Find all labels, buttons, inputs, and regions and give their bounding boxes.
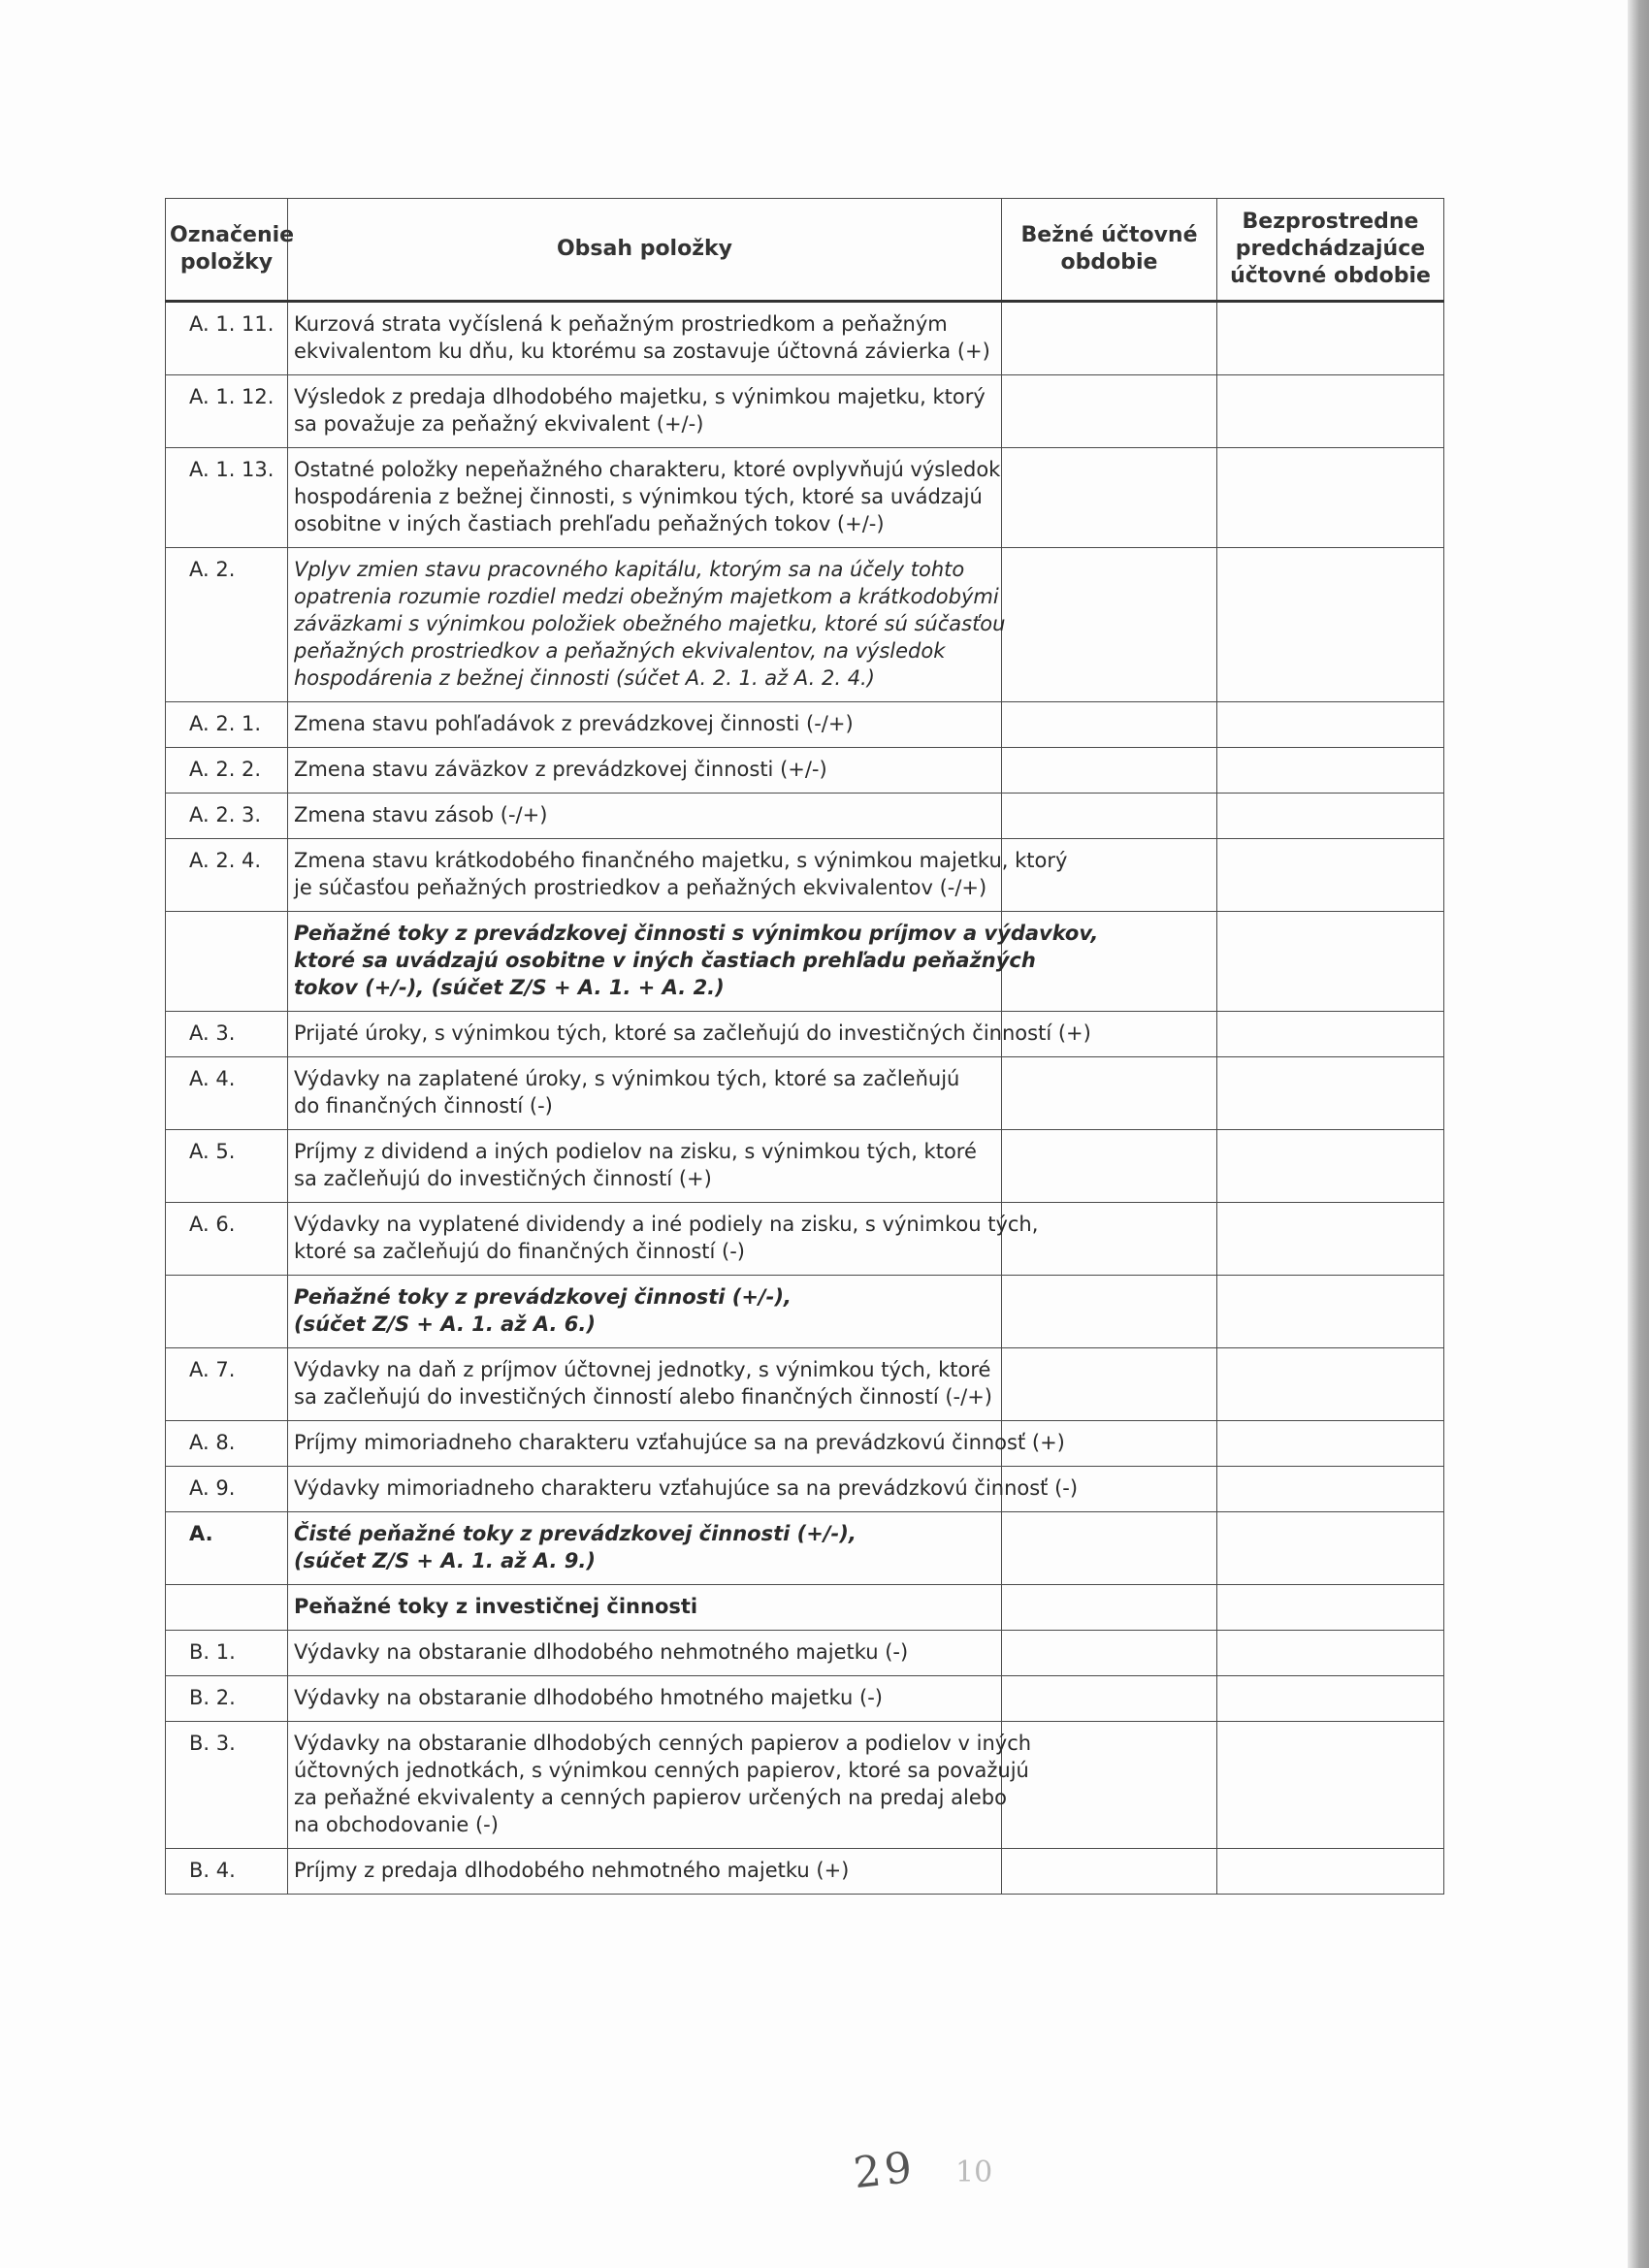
header-content: Obsah položky xyxy=(288,199,1002,302)
table-row xyxy=(166,1722,1444,1849)
description-line: sa začleňujú do investičných činností alebo finančných činností (-/+) xyxy=(294,1385,992,1409)
description-line: Výdavky na obstaranie dlhodobých cenných papierov a podielov v iných xyxy=(294,1732,1032,1755)
description-line: Výdavky na obstaranie dlhodobého nehmotného majetku (-) xyxy=(294,1640,909,1664)
row-description xyxy=(288,1203,1039,1276)
row-description xyxy=(288,448,1002,548)
table-header-row xyxy=(166,199,1444,302)
table-row xyxy=(166,548,1444,702)
header-current-period: Bežné účtovné obdobie xyxy=(1002,199,1217,302)
row-code: A. 8. xyxy=(166,1421,288,1467)
row-code: A. 2. 2. xyxy=(166,748,288,794)
row-code: A. 3. xyxy=(166,1012,288,1057)
table-body xyxy=(166,302,1444,1895)
current-period-value xyxy=(1002,1631,1217,1676)
description-line: ekvivalentom ku dňu, ku ktorému sa zostavuje účtovná závierka (+) xyxy=(294,340,990,363)
current-period-value xyxy=(1002,1512,1217,1585)
current-period-value xyxy=(1002,548,1217,702)
previous-period-value xyxy=(1217,1348,1444,1421)
table-row xyxy=(166,1631,1444,1676)
previous-period-value xyxy=(1217,839,1444,912)
previous-period-value xyxy=(1217,912,1444,1012)
row-description xyxy=(288,1012,1091,1057)
current-period-value xyxy=(1002,1722,1217,1849)
description-line: je súčasťou peňažných prostriedkov a peňažných ekvivalentov (-/+) xyxy=(294,876,987,899)
description-line: Výdavky na daň z príjmov účtovnej jednotky, s výnimkou tých, ktoré xyxy=(294,1358,991,1381)
row-description xyxy=(288,702,1002,748)
description-line: Výsledok z predaja dlhodobého majetku, s výnimkou majetku, ktorý xyxy=(294,385,986,408)
current-period-value xyxy=(1002,1276,1217,1348)
description-line: (súčet Z/S + A. 1. až A. 9.) xyxy=(294,1549,596,1572)
row-description xyxy=(288,1276,1002,1348)
description-line: opatrenia rozumie rozdiel medzi obežným majetkom a krátkodobými xyxy=(294,585,999,608)
current-period-value xyxy=(1002,1348,1217,1421)
previous-period-value xyxy=(1217,1203,1444,1276)
row-description xyxy=(288,1512,1002,1585)
description-line: Čisté peňažné toky z prevádzkovej činnosti (+/-), xyxy=(294,1522,857,1545)
row-code: B. 4. xyxy=(166,1849,288,1895)
header-code: Označenie položky xyxy=(166,199,288,302)
description-line: Vplyv zmien stavu pracovného kapitálu, ktorým sa na účely tohto xyxy=(294,558,965,581)
row-code: A. 2. 1. xyxy=(166,702,288,748)
row-code: A. 4. xyxy=(166,1057,288,1130)
description-line: sa považuje za peňažný ekvivalent (+/-) xyxy=(294,412,704,436)
current-period-value xyxy=(1002,1130,1217,1203)
row-code: A. 2. 4. xyxy=(166,839,288,912)
table-row xyxy=(166,1203,1444,1276)
row-description xyxy=(288,1057,1002,1130)
description-line: za peňažné ekvivalenty a cenných papierov určených na predaj alebo xyxy=(294,1786,1007,1809)
description-line: Výdavky mimoriadneho charakteru vzťahujúce sa na prevádzkovú činnosť (-) xyxy=(294,1476,1079,1500)
current-period-value xyxy=(1002,748,1217,794)
row-description xyxy=(288,302,1002,375)
previous-period-value xyxy=(1217,448,1444,548)
row-code: A. 2. 3. xyxy=(166,794,288,839)
description-line: tokov (+/-), (súčet Z/S + A. 1. + A. 2.) xyxy=(294,976,725,999)
table-row xyxy=(166,1585,1444,1631)
row-description xyxy=(288,1631,1002,1676)
row-description xyxy=(288,1585,1002,1631)
current-period-value xyxy=(1002,1849,1217,1895)
description-line: ktoré sa začleňujú do finančných činností (-) xyxy=(294,1240,746,1263)
row-description xyxy=(288,748,1002,794)
scan-edge xyxy=(1628,0,1649,2268)
previous-period-value xyxy=(1217,702,1444,748)
previous-period-value xyxy=(1217,1057,1444,1130)
row-code: A. 5. xyxy=(166,1130,288,1203)
current-period-value xyxy=(1002,1057,1217,1130)
row-code: A. 1. 12. xyxy=(166,375,288,448)
row-code xyxy=(166,1585,288,1631)
description-line: sa začleňujú do investičných činností (+) xyxy=(294,1167,712,1190)
previous-period-value xyxy=(1217,1585,1444,1631)
description-line: Zmena stavu záväzkov z prevádzkovej činnosti (+/-) xyxy=(294,758,827,781)
previous-period-value xyxy=(1217,375,1444,448)
row-code: B. 1. xyxy=(166,1631,288,1676)
description-line: záväzkami s výnimkou položiek obežného majetku, ktoré sú súčasťou xyxy=(294,612,1006,635)
table-row xyxy=(166,375,1444,448)
row-code xyxy=(166,912,288,1012)
description-line: Ostatné položky nepeňažného charakteru, ktoré ovplyvňujú výsledok xyxy=(294,458,1001,481)
handwritten-page-number: 29 xyxy=(851,2142,919,2199)
row-description xyxy=(288,794,1002,839)
table-row xyxy=(166,1348,1444,1421)
description-line: účtovných jednotkách, s výnimkou cenných papierov, ktoré sa považujú xyxy=(294,1759,1029,1782)
description-line: Zmena stavu pohľadávok z prevádzkovej činnosti (-/+) xyxy=(294,712,854,735)
previous-period-value xyxy=(1217,748,1444,794)
table-row xyxy=(166,912,1444,1012)
row-description xyxy=(288,548,1006,702)
table-row xyxy=(166,1676,1444,1722)
current-period-value xyxy=(1002,375,1217,448)
table-row xyxy=(166,1057,1444,1130)
previous-period-value xyxy=(1217,1631,1444,1676)
description-line: Kurzová strata vyčíslená k peňažným prostriedkom a peňažným xyxy=(294,312,948,336)
header-previous-period: Bezprostredne predchádzajúce účtovné obdobie xyxy=(1217,199,1444,302)
row-description xyxy=(288,1467,1079,1512)
description-line: Príjmy z predaja dlhodobého nehmotného majetku (+) xyxy=(294,1859,850,1882)
description-line: Prijaté úroky, s výnimkou tých, ktoré sa začleňujú do investičných činností (+) xyxy=(294,1021,1091,1045)
table-row xyxy=(166,702,1444,748)
previous-period-value xyxy=(1217,1849,1444,1895)
previous-period-value xyxy=(1217,1467,1444,1512)
row-code: A. 1. 11. xyxy=(166,302,288,375)
description-line: hospodárenia z bežnej činnosti, s výnimkou tých, ktoré sa uvádzajú xyxy=(294,485,983,508)
row-code: A. 6. xyxy=(166,1203,288,1276)
table-row xyxy=(166,1421,1444,1467)
description-line: do finančných činností (-) xyxy=(294,1094,553,1118)
description-line: (súčet Z/S + A. 1. až A. 6.) xyxy=(294,1312,596,1336)
table-row xyxy=(166,1849,1444,1895)
description-line: na obchodovanie (-) xyxy=(294,1813,499,1836)
description-line: Zmena stavu zásob (-/+) xyxy=(294,803,548,826)
row-code: A. 2. xyxy=(166,548,288,702)
row-description xyxy=(288,912,1099,1012)
previous-period-value xyxy=(1217,1512,1444,1585)
current-period-value xyxy=(1002,1585,1217,1631)
description-line: peňažných prostriedkov a peňažných ekvivalentov, na výsledok xyxy=(294,639,946,663)
previous-period-value xyxy=(1217,548,1444,702)
current-period-value xyxy=(1002,448,1217,548)
current-period-value xyxy=(1002,794,1217,839)
description-line: osobitne v iných častiach prehľadu peňažných tokov (+/-) xyxy=(294,512,885,535)
description-line: Peňažné toky z investičnej činnosti xyxy=(294,1595,698,1618)
table-row xyxy=(166,1130,1444,1203)
cash-flow-table xyxy=(165,198,1444,1895)
description-line: Výdavky na zaplatené úroky, s výnimkou tých, ktoré sa začleňujú xyxy=(294,1067,960,1090)
previous-period-value xyxy=(1217,1421,1444,1467)
row-description xyxy=(288,839,1068,912)
row-code: A. 1. 13. xyxy=(166,448,288,548)
row-description xyxy=(288,1348,1002,1421)
table-row xyxy=(166,794,1444,839)
row-description xyxy=(288,1676,1002,1722)
row-description xyxy=(288,1421,1065,1467)
table-row xyxy=(166,302,1444,375)
row-code: B. 3. xyxy=(166,1722,288,1849)
row-code: A. 9. xyxy=(166,1467,288,1512)
current-period-value xyxy=(1002,302,1217,375)
description-line: ktoré sa uvádzajú osobitne v iných častiach prehľadu peňažných xyxy=(294,949,1036,972)
table-row xyxy=(166,1512,1444,1585)
previous-period-value xyxy=(1217,1276,1444,1348)
previous-period-value xyxy=(1217,302,1444,375)
table-row xyxy=(166,748,1444,794)
row-code xyxy=(166,1276,288,1348)
table-row xyxy=(166,1012,1444,1057)
previous-period-value xyxy=(1217,1722,1444,1849)
previous-period-value xyxy=(1217,1012,1444,1057)
table-row xyxy=(166,448,1444,548)
table-row xyxy=(166,1467,1444,1512)
current-period-value xyxy=(1002,1676,1217,1722)
previous-period-value xyxy=(1217,794,1444,839)
description-line: Príjmy mimoriadneho charakteru vzťahujúce sa na prevádzkovú činnosť (+) xyxy=(294,1431,1065,1454)
row-description xyxy=(288,1130,1002,1203)
description-line: Príjmy z dividend a iných podielov na zisku, s výnimkou tých, ktoré xyxy=(294,1140,977,1163)
row-description xyxy=(288,1722,1032,1849)
description-line: Výdavky na vyplatené dividendy a iné podiely na zisku, s výnimkou tých, xyxy=(294,1213,1039,1236)
row-description xyxy=(288,1849,1002,1895)
previous-period-value xyxy=(1217,1130,1444,1203)
row-code: A. xyxy=(166,1512,288,1585)
row-code: A. 7. xyxy=(166,1348,288,1421)
table-row xyxy=(166,839,1444,912)
row-description xyxy=(288,375,1002,448)
current-period-value xyxy=(1002,702,1217,748)
description-line: Zmena stavu krátkodobého finančného majetku, s výnimkou majetku, ktorý xyxy=(294,849,1068,872)
description-line: Výdavky na obstaranie dlhodobého hmotného majetku (-) xyxy=(294,1686,883,1709)
description-line: Peňažné toky z prevádzkovej činnosti s výnimkou príjmov a výdavkov, xyxy=(294,922,1099,945)
row-code: B. 2. xyxy=(166,1676,288,1722)
previous-period-value xyxy=(1217,1676,1444,1722)
faint-page-mark: 10 xyxy=(955,2155,993,2189)
table-row xyxy=(166,1276,1444,1348)
description-line: Peňažné toky z prevádzkovej činnosti (+/-), xyxy=(294,1285,792,1309)
description-line: hospodárenia z bežnej činnosti (súčet A. 2. 1. až A. 2. 4.) xyxy=(294,666,875,690)
